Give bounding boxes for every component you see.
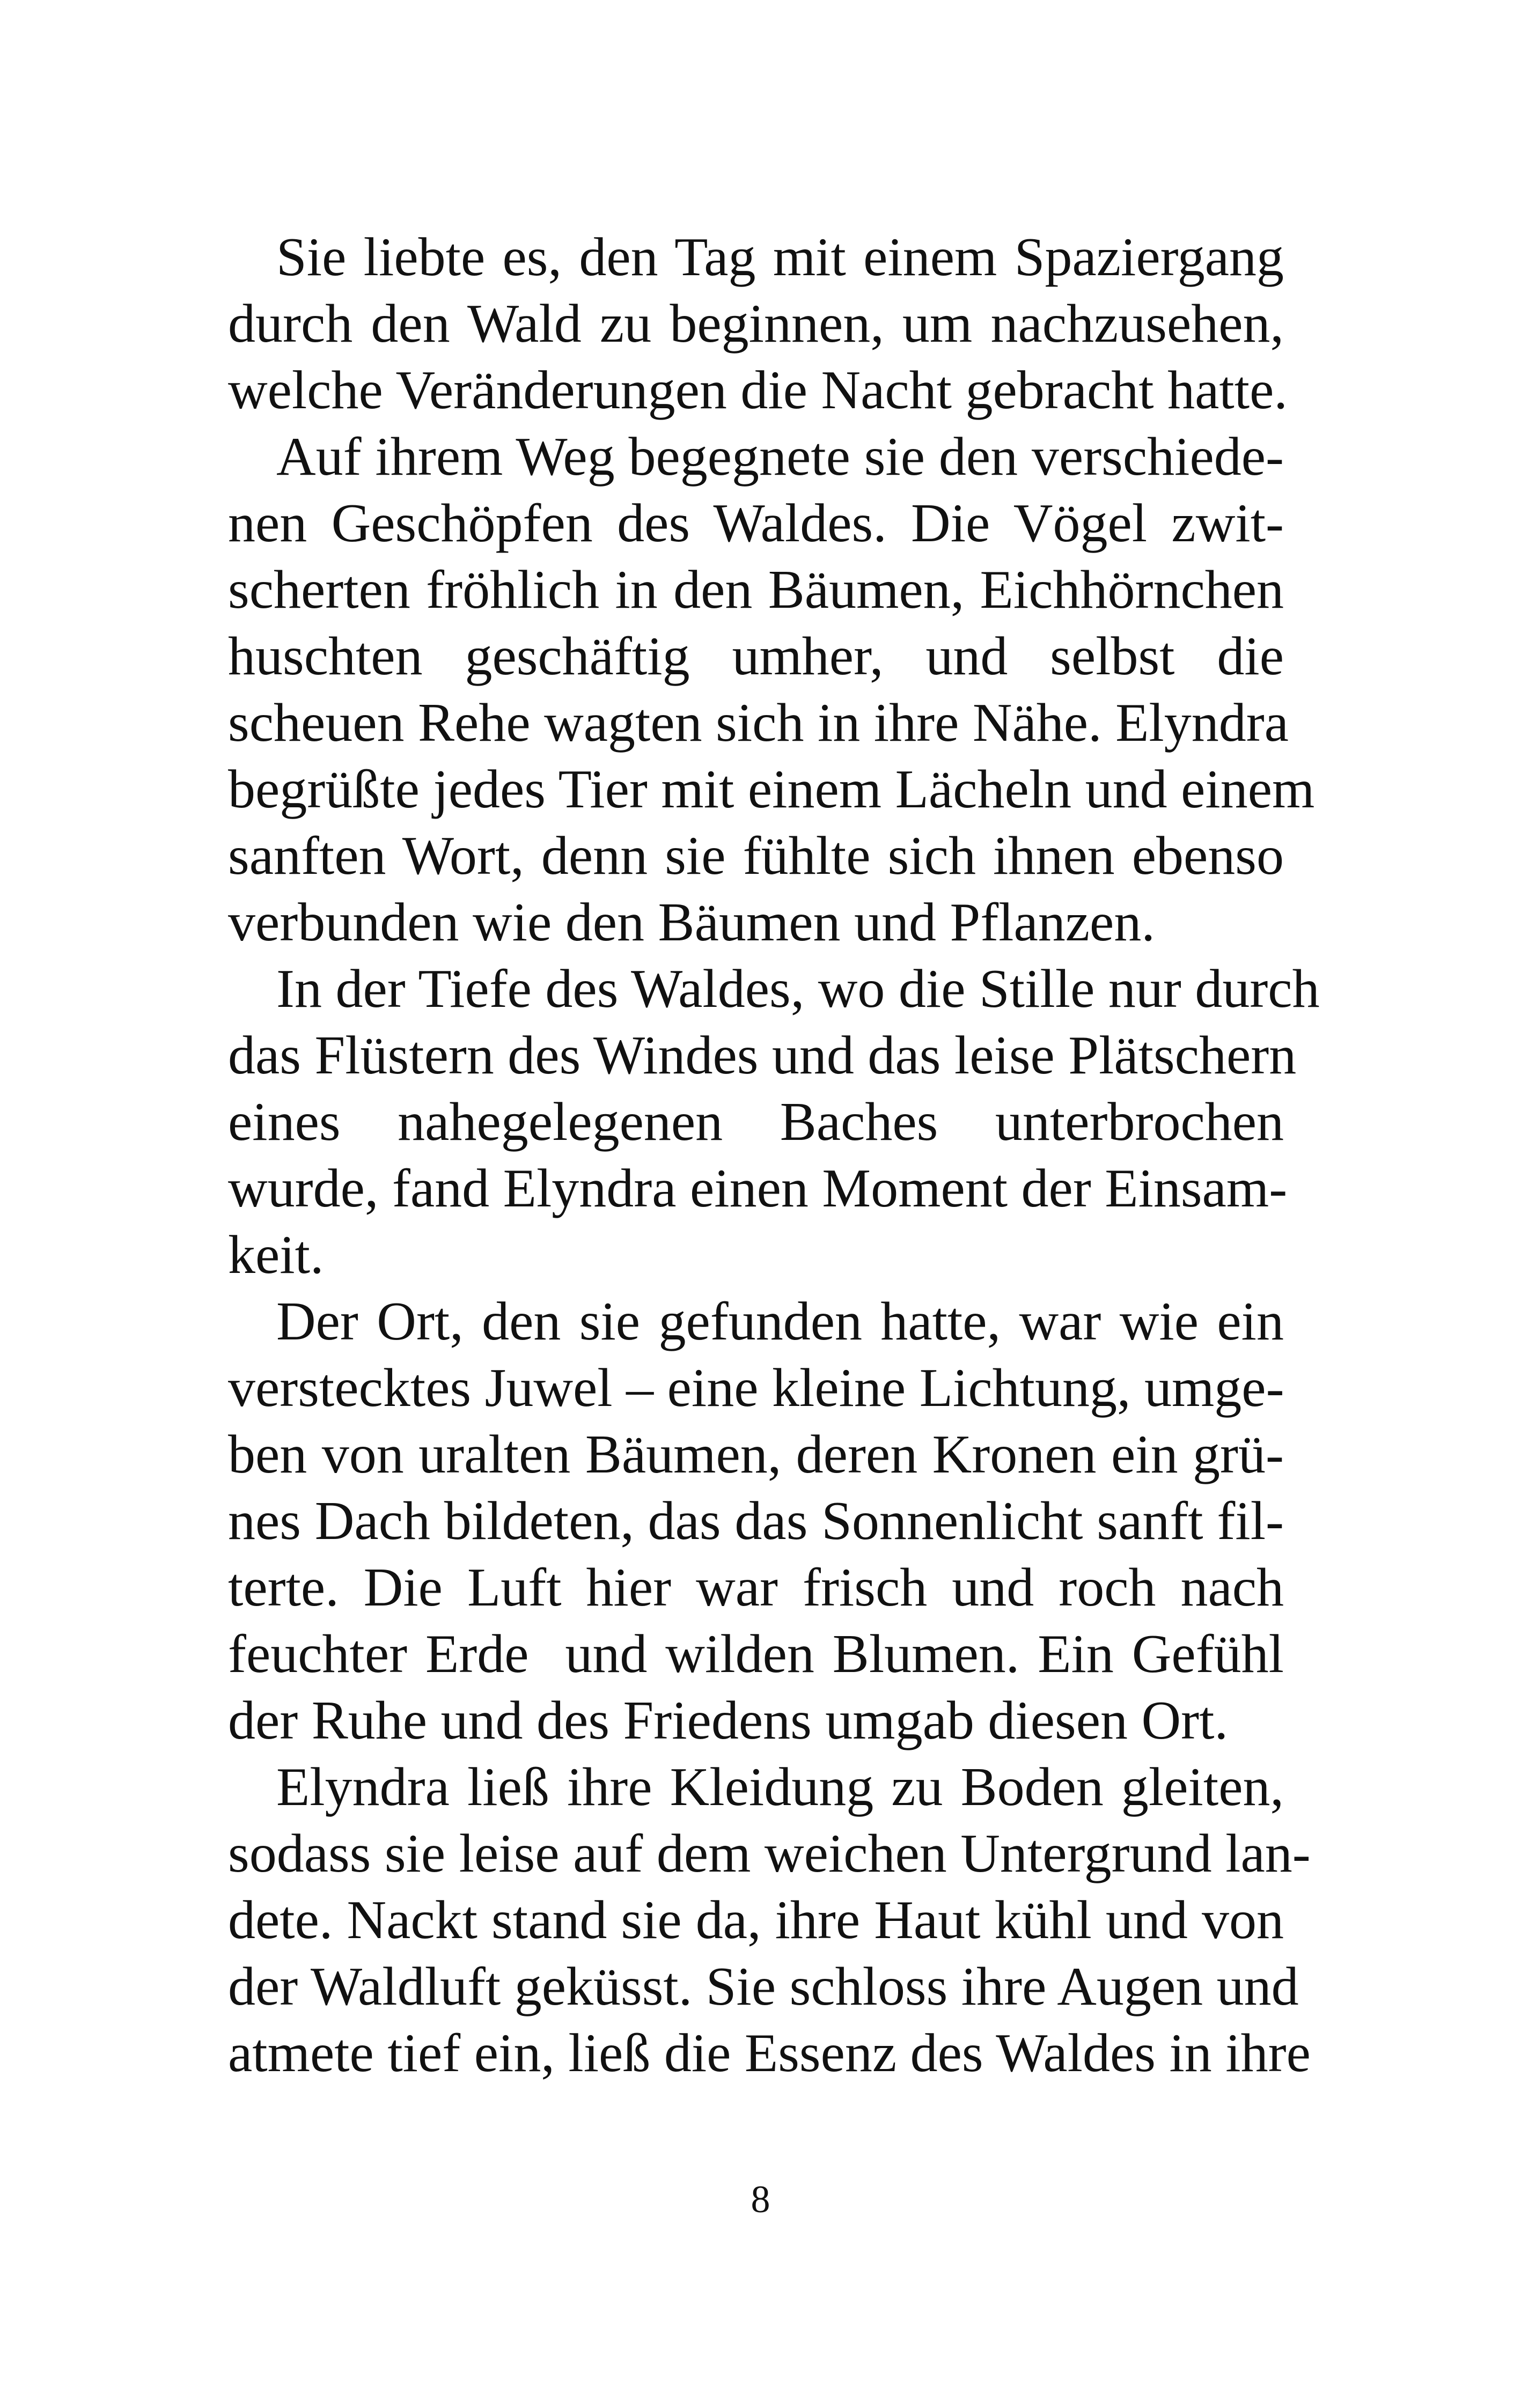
text-line: feuchter Erde und wilden Blumen. Ein Gefühl: [228, 1624, 1284, 1684]
text-line: nen Geschöpfen des Waldes. Die Vögel zwit-: [228, 493, 1284, 554]
text-line: Elyndra ließ ihre Kleidung zu Boden gleiten,: [276, 1757, 1284, 1817]
text-line: scheuen Rehe wagten sich in ihre Nähe. Elyndra: [228, 693, 1289, 753]
page-number: 8: [751, 2178, 770, 2221]
text-line: scherten fröhlich in den Bäumen, Eichhörnchen: [228, 559, 1284, 620]
text-line: huschten geschäftig umher, und selbst die: [228, 626, 1284, 687]
text-line: Der Ort, den sie gefunden hatte, war wie ein: [276, 1291, 1284, 1352]
text-line: keit.: [228, 1225, 324, 1285]
text-line: der Waldluft geküsst. Sie schloss ihre Augen und: [228, 1956, 1299, 2017]
text-line: begrüßte jedes Tier mit einem Lächeln und einem: [228, 759, 1315, 820]
text-line: verbunden wie den Bäumen und Pflanzen.: [228, 892, 1155, 953]
text-line: welche Veränderungen die Nacht gebracht hatte.: [228, 360, 1288, 421]
text-line: ben von uralten Bäumen, deren Kronen ein grü-: [228, 1424, 1284, 1485]
text-line: terte. Die Luft hier war frisch und roch nach: [228, 1557, 1284, 1618]
text-line: durch den Wald zu beginnen, um nachzusehen,: [228, 293, 1284, 354]
text-line: sanften Wort, denn sie fühlte sich ihnen ebenso: [228, 826, 1284, 886]
text-line: In der Tiefe des Waldes, wo die Stille nur durch: [276, 959, 1320, 1019]
text-line: dete. Nackt stand sie da, ihre Haut kühl und von: [228, 1890, 1284, 1950]
text-line: atmete tief ein, ließ die Essenz des Waldes in ihre: [228, 2023, 1311, 2083]
text-line: Auf ihrem Weg begegnete sie den verschiede-: [276, 426, 1284, 487]
text-line: sodass sie leise auf dem weichen Untergrund lan-: [228, 1823, 1311, 1884]
text-line: nes Dach bildeten, das das Sonnenlicht sanft fil-: [228, 1491, 1284, 1551]
text-line: eines nahegelegenen Baches unterbrochen: [228, 1092, 1284, 1152]
text-line: der Ruhe und des Friedens umgab diesen Ort.: [228, 1690, 1228, 1751]
text-line: wurde, fand Elyndra einen Moment der Einsam-: [228, 1158, 1288, 1219]
text-line: das Flüstern des Windes und das leise Plätschern: [228, 1025, 1297, 1086]
text-line: Sie liebte es, den Tag mit einem Spaziergang: [276, 227, 1284, 288]
text-line: verstecktes Juwel – eine kleine Lichtung, umge-: [228, 1358, 1284, 1418]
